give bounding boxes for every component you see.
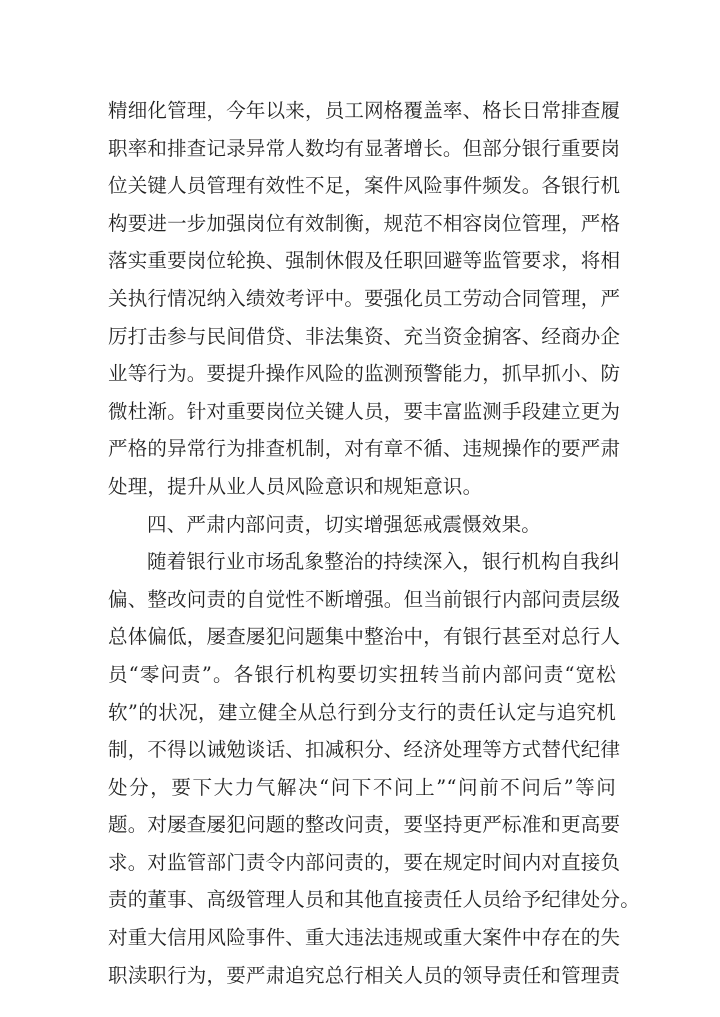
- text-line: 精细化管理，今年以来，员工网格覆盖率、格长日常排查履: [108, 99, 621, 122]
- text-line: 对重大信用风险事件、重大违法违规或重大案件中存在的失: [108, 926, 621, 950]
- text-line: 关执行情况纳入绩效考评中。要强化员工劳动合同管理，严: [108, 286, 621, 310]
- text-line: 责的董事、高级管理人员和其他直接责任人员给予纪律处分。: [108, 888, 640, 912]
- text-line: 员“零问责”。各银行机构要切实扭转当前内部问责“宽松: [108, 662, 616, 686]
- text-line: 处理，提升从业人员风险意识和规矩意识。: [108, 474, 483, 498]
- text-line: 随着银行业市场乱象整治的持续深入，银行机构自我纠: [147, 550, 620, 574]
- paragraph-continued: [108, 92, 621, 506]
- text-line: 厉打击参与民间借贷、非法集资、充当资金掮客、经商办企: [108, 324, 621, 348]
- text-line: 职渎职行为，要严肃追究总行相关人员的领导责任和管理责: [108, 963, 621, 987]
- text-line: 偏、整改问责的自觉性不断增强。但当前银行内部问责层级: [108, 587, 621, 611]
- text-line: 软”的状况，建立健全从总行到分支行的责任认定与追究机: [108, 700, 616, 724]
- text-line: 题。对屡查屡犯问题的整改问责，要坚持更严标准和更高要: [108, 813, 621, 837]
- text-line: 处分，要下大力气解决“问下不问上”“问前不问后”等问: [108, 775, 616, 799]
- text-line: 构要进一步加强岗位有效制衡，规范不相容岗位管理，严格: [108, 211, 621, 235]
- paragraph-accountability: [108, 543, 640, 994]
- text-line: 总体偏低，屡查屡犯问题集中整治中，有银行甚至对总行人: [108, 625, 621, 649]
- text-line: 职率和排查记录异常人数均有显著增长。但部分银行重要岗: [108, 136, 621, 160]
- text-line: 微杜渐。针对重要岗位关键人员，要丰富监测手段建立更为: [108, 399, 621, 423]
- body-text: [108, 92, 640, 994]
- text-line: 求。对监管部门责令内部问责的，要在规定时间内对直接负: [108, 850, 621, 874]
- text-line: 落实重要岗位轮换、强制休假及任职回避等监管要求，将相: [108, 249, 621, 273]
- section-heading: 四、严肃内部问责，切实增强惩戒震慑效果。: [147, 512, 542, 536]
- text-line: 业等行为。要提升操作风险的监测预警能力，抓早抓小、防: [108, 362, 621, 386]
- text-line: 严格的异常行为排查机制，对有章不循、违规操作的要严肃: [108, 437, 621, 461]
- text-line: 制，不得以诫勉谈话、扣减积分、经济处理等方式替代纪律: [108, 738, 621, 762]
- text-line: 位关键人员管理有效性不足，案件风险事件频发。各银行机: [108, 174, 621, 198]
